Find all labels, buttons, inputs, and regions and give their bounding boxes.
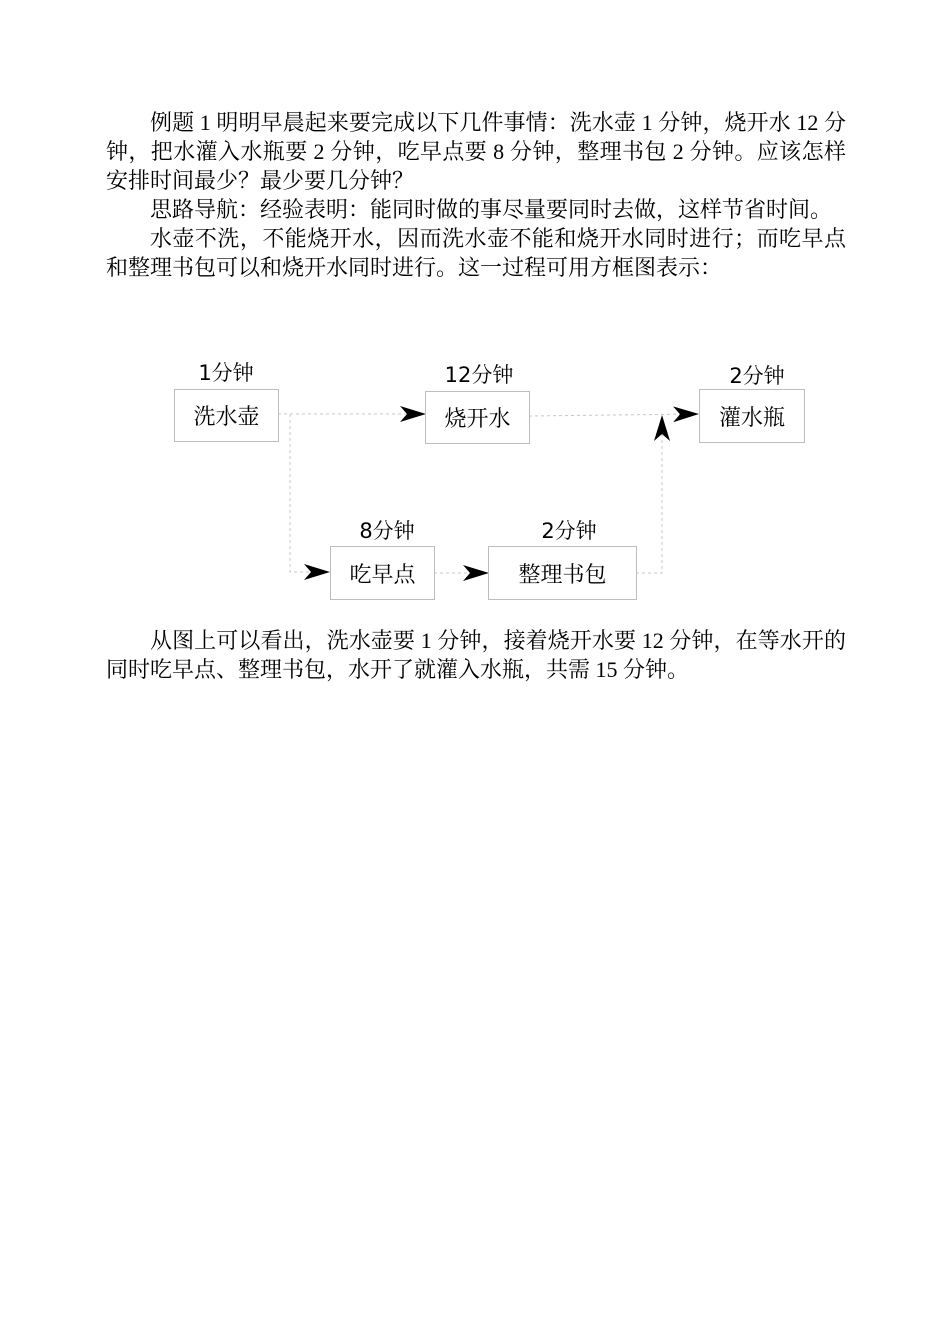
- thinking-guide: 思路导航：经验表明：能同时做的事尽量要同时去做，这样节省时间。: [150, 197, 833, 222]
- example-problem-text: [106, 108, 846, 282]
- node-eat-breakfast: 吃早点: [330, 546, 435, 600]
- node-fill-bottle: 灌水瓶: [699, 389, 805, 443]
- conclusion-text: [106, 626, 846, 684]
- boil-water-time: 12分钟: [444, 363, 514, 387]
- wash-kettle-time: 1分钟: [198, 361, 254, 385]
- pack-bag-time: 2分钟: [541, 519, 597, 543]
- connector-boil-to-fill: [529, 414, 697, 416]
- node-boil-water: 烧开水: [425, 391, 530, 444]
- fill-bottle-time: 2分钟: [729, 364, 785, 388]
- node-pack-bag: 整理书包: [488, 546, 637, 600]
- problem-statement: 例题 1 明明早晨起来要完成以下几件事情：洗水壶 1 分钟，烧开水 12 分钟，把水灌入水瓶要 2 分钟，吃早点要 8 分钟，整理书包 2 分钟。应该怎样安排时间最少？最少要几分钟？: [106, 110, 846, 193]
- connector-pack-to-fill: [636, 417, 662, 573]
- node-wash-kettle: 洗水壶: [174, 389, 279, 442]
- connector-wash-to-eat: [278, 414, 328, 572]
- eat-breakfast-time: 8分钟: [359, 519, 415, 543]
- conclusion-paragraph: 从图上可以看出，洗水壶要 1 分钟，接着烧开水要 12 分钟，在等水开的同时吃早点、整理书包，水开了就灌入水瓶，共需 15 分钟。: [106, 628, 846, 682]
- analysis-paragraph: 水壶不洗，不能烧开水，因而洗水壶不能和烧开水同时进行；而吃早点和整理书包可以和烧开水同时进行。这一过程可用方框图表示：: [106, 226, 846, 280]
